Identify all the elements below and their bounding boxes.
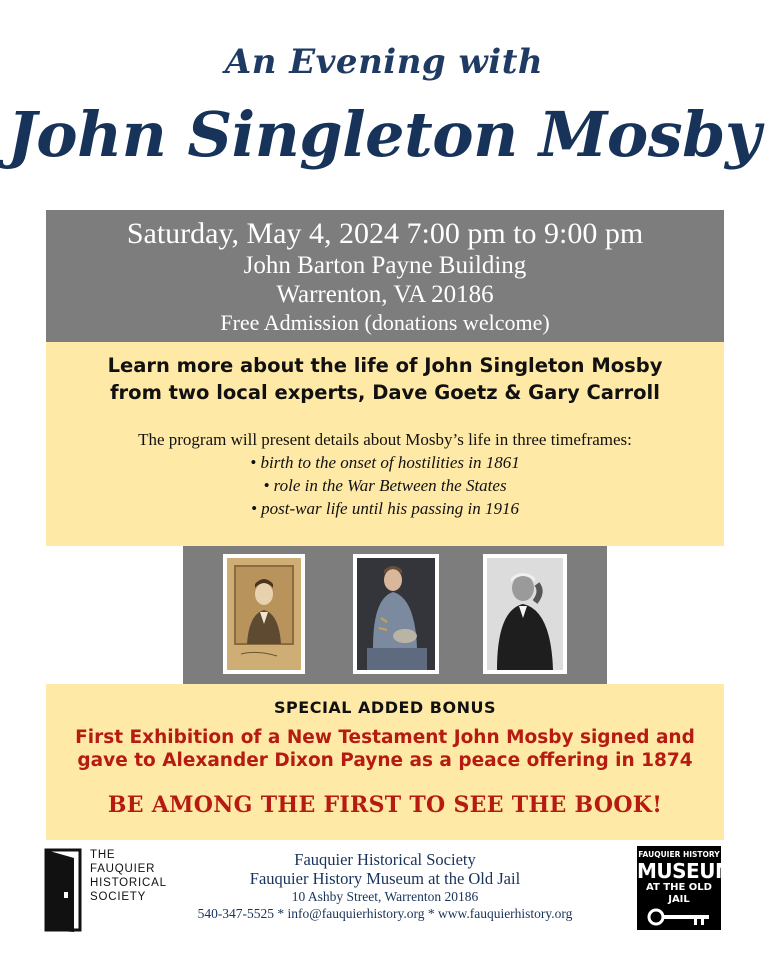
footer-contact: 540-347-5525 * info@fauquierhistory.org * www.fauquierhistory.org [197, 906, 573, 921]
photo-uniform-mosby [353, 554, 439, 674]
portrait-young-image [227, 558, 301, 670]
fhs-line: HISTORICAL [90, 877, 167, 889]
footer-museum: Fauquier History Museum at the Old Jail [249, 869, 521, 888]
bonus-line-1: First Exhibition of a New Testament John Mosby signed and [75, 727, 695, 748]
photo-young-mosby [223, 554, 305, 674]
museum-logo-top: FAUQUIER HISTORY [638, 850, 720, 859]
event-venue: John Barton Payne Building [243, 252, 527, 279]
museum-logo-mid: MUSEUM [637, 859, 735, 883]
footer-address: 10 Ashby Street, Warrenton 20186 [291, 889, 479, 904]
footer [150, 850, 620, 922]
bonus-text [46, 726, 724, 772]
key-icon [644, 906, 714, 928]
list-item: • birth to the onset of hostilities in 1861 [250, 453, 520, 472]
event-info-band [46, 210, 724, 342]
fhs-line: FAUQUIER [90, 863, 156, 875]
learn-heading [46, 352, 724, 406]
program-intro: The program will present details about Mosby’s life in three timeframes: [138, 430, 632, 449]
portrait-elder-image [487, 558, 563, 670]
bonus-heading: SPECIAL ADDED BONUS [274, 698, 496, 717]
museum-logo-bottom: AT THE OLD JAIL [646, 882, 712, 905]
list-item: • post-war life until his passing in 1916 [250, 499, 520, 518]
event-admission: Free Admission (donations welcome) [220, 310, 550, 335]
learn-line-2: from two local experts, Dave Goetz & Gary Carroll [110, 381, 660, 404]
photo-band [183, 546, 607, 684]
fhs-line: SOCIETY [90, 891, 147, 903]
museum-logo [637, 846, 735, 930]
page-title: John Singleton Mosby [7, 98, 761, 171]
program-list [46, 451, 724, 520]
call-to-action: BE AMONG THE FIRST TO SEE THE BOOK! [107, 792, 663, 818]
list-item: • role in the War Between the States [263, 476, 507, 495]
learn-line-1: Learn more about the life of John Singleton Mosby [107, 354, 663, 377]
photo-elder-mosby [483, 554, 567, 674]
event-date-time: Saturday, May 4, 2024 7:00 pm to 9:00 pm [126, 217, 644, 250]
subtitle: An Evening with [224, 42, 544, 82]
bonus-line-2: gave to Alexander Dixon Payne as a peace offering in 1874 [77, 750, 693, 771]
fhs-line: THE [90, 849, 116, 861]
portrait-uniform-image [357, 558, 435, 670]
door-logo-icon [44, 848, 84, 932]
event-city: Warrenton, VA 20186 [276, 281, 494, 308]
footer-org: Fauquier Historical Society [294, 850, 476, 869]
